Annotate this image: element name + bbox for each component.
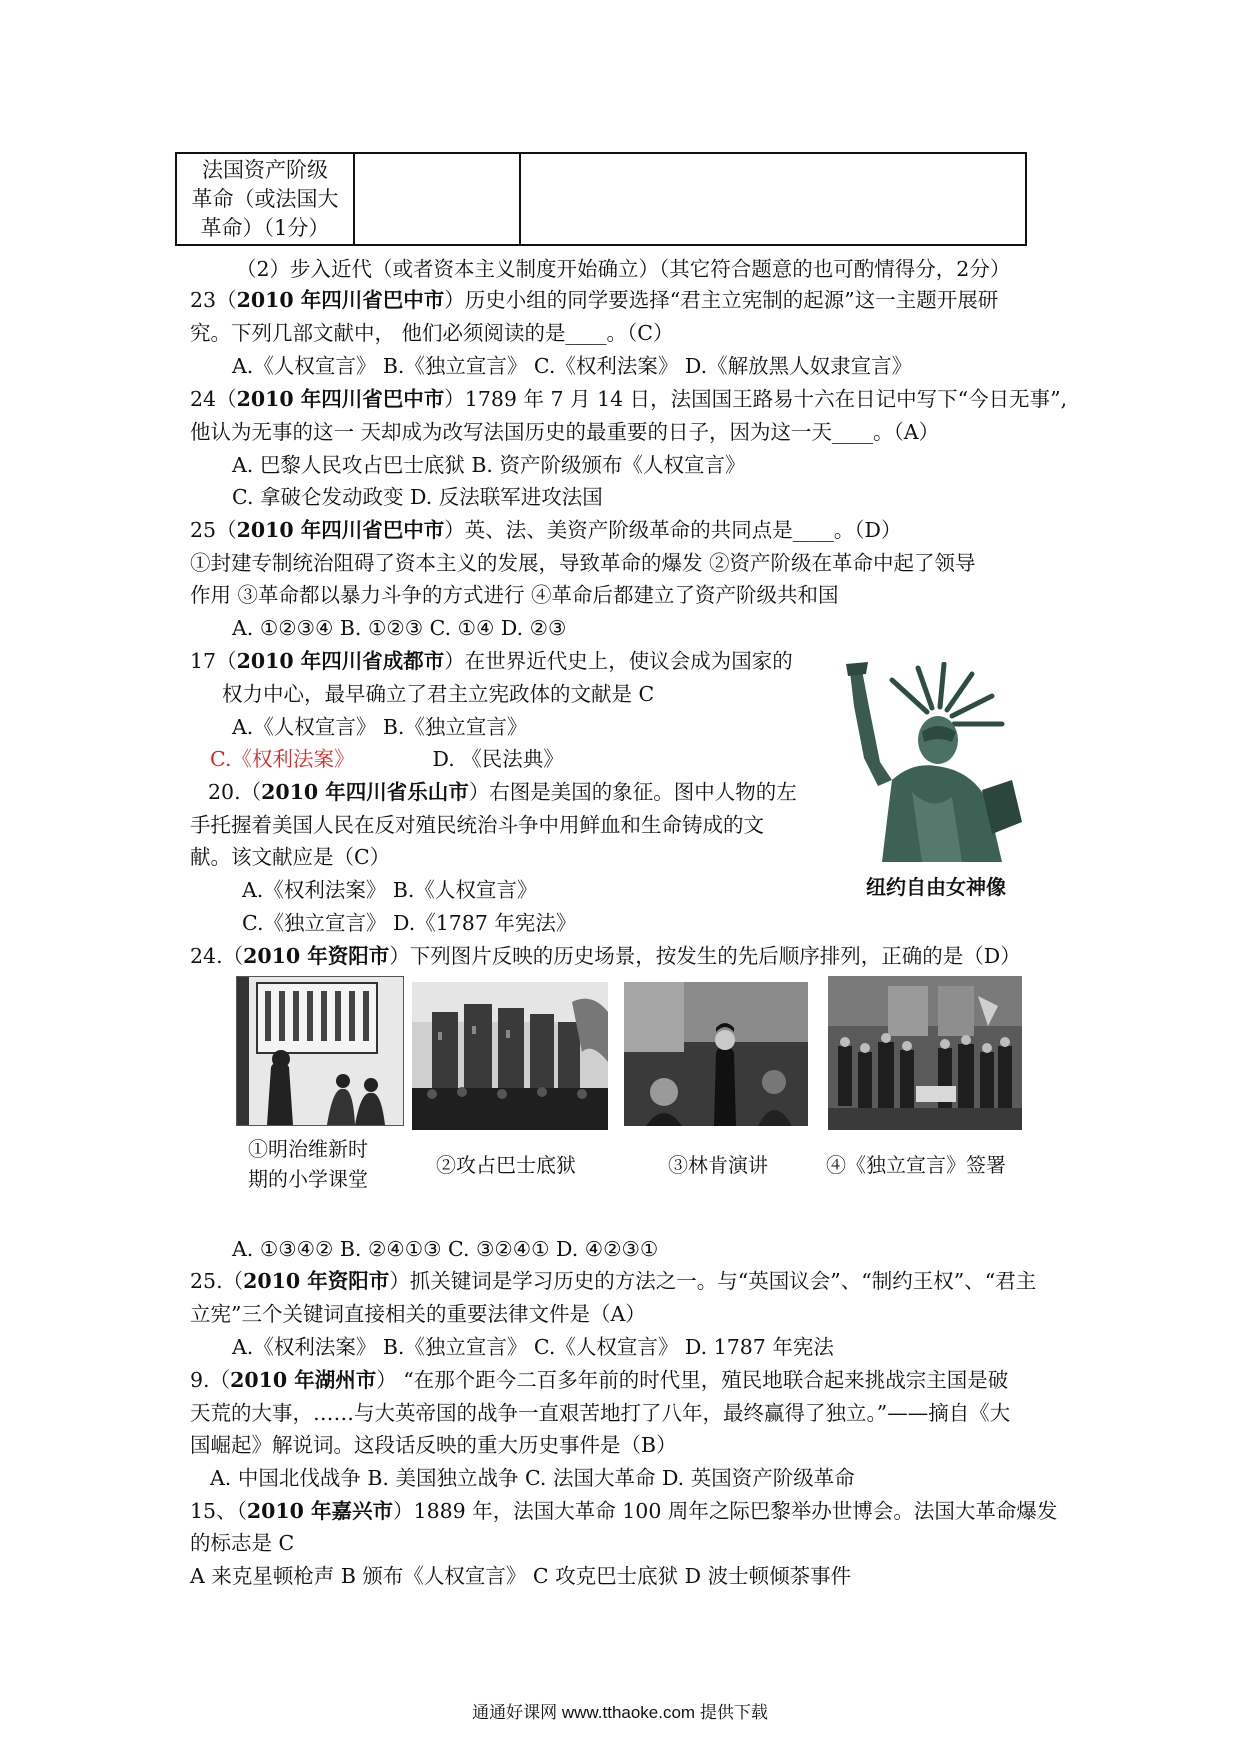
question-24-options-1: A. 巴黎人民攻占巴士底狱 B. 资产阶级颁布《人权宣言》 <box>232 453 746 477</box>
question-15-options: A 来克星顿枪声 B 颁布《人权宣言》 C 攻克巴士底狱 D 波士顿倾茶事件 <box>190 1564 852 1588</box>
caption-meiji-2: 期的小学课堂 <box>248 1167 368 1191</box>
question-17: 17（2010 年四川省成都市）在世界近代史上，使议会成为国家的 <box>190 649 793 673</box>
page-footer: 通通好课网 www.tthaoke.com 提供下载 <box>472 1703 768 1722</box>
caption-bastille: ②攻占巴士底狱 <box>436 1153 576 1177</box>
question-23-cont: 究。下列几部文献中， 他们必须阅读的是____。（C） <box>190 321 674 345</box>
question-25-cont-2: 作用 ③革命都以暴力斗争的方式进行 ④革命后都建立了资产阶级共和国 <box>190 583 839 607</box>
caption-lincoln: ③林肯演讲 <box>668 1153 768 1177</box>
question-9-cont-1: 天荒的大事，……与大英帝国的战争一直艰苦地打了八年，最终赢得了独立。”——摘自《大 <box>190 1401 1011 1425</box>
question-20-cont-1: 手托握着美国人民在反对殖民统治斗争中用鲜血和生命铸成的文 <box>190 813 764 837</box>
question-15: 15、（2010 年嘉兴市）1889 年，法国大革命 100 周年之际巴黎举办世博会。法国大革命爆发 <box>190 1499 1058 1523</box>
declaration-signing-image <box>828 976 1022 1130</box>
question-25b-options: A.《权利法案》 B.《独立宣言》 C.《人权宣言》 D. 1787 年宪法 <box>232 1335 834 1359</box>
question-24-options-2: C. 拿破仑发动政变 D. 反法联军进攻法国 <box>232 485 603 509</box>
answer-table <box>175 152 1027 246</box>
table-cell-empty-2 <box>521 154 1025 244</box>
question-25-cont-1: ①封建专制统治阻碍了资本主义的发展，导致革命的爆发 ②资产阶级在革命中起了领导 <box>190 551 976 575</box>
question-25b-cont: 立宪”三个关键词直接相关的重要法律文件是（A） <box>190 1302 646 1326</box>
caption-declaration: ④《独立宣言》签署 <box>826 1153 1006 1177</box>
correct-option: C.《权利法案》 <box>210 747 355 771</box>
bastille-image <box>412 982 608 1130</box>
question-23: 23（2010 年四川省巴中市）历史小组的同学要选择“君主立宪制的起源”这一主题开展研 <box>190 288 999 312</box>
caption-meiji-1: ①明治维新时 <box>248 1137 368 1161</box>
question-20-cont-2: 献。该文献应是（C） <box>190 845 391 869</box>
question-25: 25（2010 年四川省巴中市）英、法、美资产阶级革命的共同点是____。（D） <box>190 518 902 542</box>
meiji-classroom-image <box>236 976 404 1126</box>
question-24: 24（2010 年四川省巴中市）1789 年 7 月 14 日，法国国王路易十六在日记中写下“今日无事”, <box>190 387 1068 411</box>
lincoln-speech-image <box>624 982 808 1126</box>
statue-of-liberty-image <box>832 662 1032 862</box>
question-9: 9.（2010 年湖州市） “在那个距今二百多年前的时代里，殖民地联合起来挑战宗主国是破 <box>190 1368 1009 1392</box>
question-20-options-1: A.《权利法案》 B.《人权宣言》 <box>242 878 538 902</box>
answer-line: （2）步入近代（或者资本主义制度开始确立）（其它符合题意的也可酌情得分，2分） <box>236 257 1011 281</box>
question-15-cont: 的标志是 C <box>190 1531 295 1555</box>
question-9-options: A. 中国北伐战争 B. 美国独立战争 C. 法国大革命 D. 英国资产阶级革命 <box>210 1466 855 1490</box>
statue-caption: 纽约自由女神像 <box>866 875 1006 899</box>
question-24b: 24.（2010 年资阳市）下列图片反映的历史场景，按发生的先后顺序排列，正确的是（D） <box>190 944 1021 968</box>
question-24b-options: A. ①③④② B. ②④①③ C. ③②④① D. ④②③① <box>232 1237 659 1261</box>
question-25b: 25.（2010 年资阳市）抓关键词是学习历史的方法之一。与“英国议会”、“制约王权”、“君主 <box>190 1269 1037 1293</box>
question-9-cont-2: 国崛起》解说词。这段话反映的重大历史事件是（B） <box>190 1433 677 1457</box>
question-17-options-1: A.《人权宣言》 B.《独立宣言》 <box>232 715 528 739</box>
question-20: 20.（2010 年四川省乐山市）右图是美国的象征。图中人物的左 <box>208 780 797 804</box>
table-cell-event: 法国资产阶级 革命（或法国大 革命）（1分） <box>177 154 355 244</box>
question-23-options: A.《人权宣言》 B.《独立宣言》 C.《权利法案》 D.《解放黑人奴隶宣言》 <box>232 354 913 378</box>
table-cell-empty-1 <box>355 154 521 244</box>
question-24-cont: 他认为无事的这一 天却成为改写法国历史的最重要的日子，因为这一天____。（A） <box>190 420 940 444</box>
question-17-cont: 权力中心，最早确立了君主立宪政体的文献是 C <box>222 682 655 706</box>
question-25-options: A. ①②③④ B. ①②③ C. ①④ D. ②③ <box>232 616 567 640</box>
question-20-options-2: C.《独立宣言》 D.《1787 年宪法》 <box>242 911 577 935</box>
question-17-options-2: C.《权利法案》 D. 《民法典》 <box>210 747 564 771</box>
